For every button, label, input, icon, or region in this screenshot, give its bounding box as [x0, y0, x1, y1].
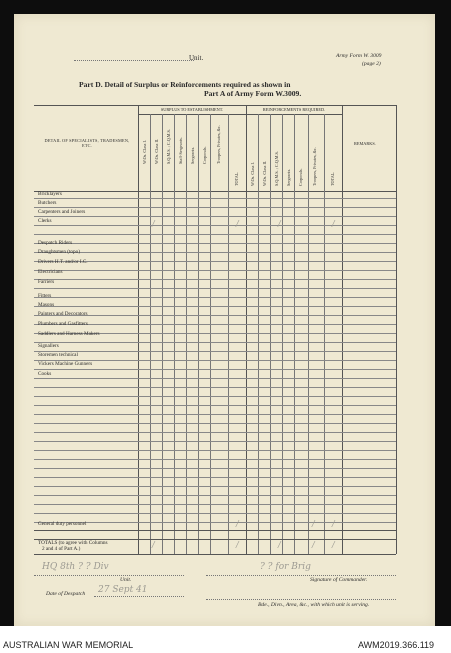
row-rule: [34, 351, 396, 352]
handwritten-mark: /: [236, 540, 239, 549]
col-divider: [396, 105, 397, 554]
row-label-signallers: Signallers: [38, 343, 59, 349]
row-rule: [34, 234, 396, 235]
form-title-line1: Part D. Detail of Surplus or Reinforcements required as shown in: [79, 80, 291, 89]
col-divider: [270, 114, 271, 554]
row-rule: [34, 225, 396, 226]
handwritten-mark: /: [312, 519, 315, 528]
reinforce-col-header: Troopers, Privates, &c.: [312, 147, 317, 186]
row-label-clerks: Clerks: [38, 218, 52, 224]
col-divider: [258, 114, 259, 554]
row-label-general-duty: General duty personnel: [38, 521, 87, 527]
surplus-total-header: TOTAL.: [234, 171, 239, 186]
row-rule: [34, 432, 396, 433]
row-rule: [34, 369, 396, 370]
row-rule: [34, 387, 396, 388]
row-label-farriers: Farriers: [38, 279, 55, 285]
surplus-group-rule: [138, 114, 246, 115]
row-rule: [34, 252, 396, 253]
unit-label: Unit.: [189, 54, 204, 62]
unit-dotted-line: [74, 60, 194, 61]
unit-signature-line: [34, 575, 184, 576]
handwritten-mark: /: [236, 519, 239, 528]
row-label-plumbers: Plumbers and Gasfitters: [38, 321, 88, 327]
reinforce-total-header: TOTAL.: [330, 171, 335, 186]
commander-signature-line: [206, 575, 396, 576]
reinforce-col-header: S.Q.M.S. ; C.Q.M.S.: [274, 151, 279, 186]
surplus-group-header: SURPLUS TO ESTABLISHMENT.: [160, 107, 224, 112]
row-rule: [34, 396, 396, 397]
surplus-col-header: W.Os. Class II.: [154, 138, 159, 164]
bde-field-label: Bde., Divn., Area, &c., with which unit is serving.: [258, 602, 370, 608]
row-rule: [34, 504, 396, 505]
row-rule: [34, 378, 396, 379]
row-rule: [34, 495, 396, 496]
handwritten-mark: /: [278, 540, 281, 549]
col-divider: [210, 114, 211, 554]
row-rule: [34, 423, 396, 424]
reinforce-col-header: W.Os. Class I.: [250, 162, 255, 186]
row-rule: [34, 522, 396, 523]
surplus-col-header: Troopers, Privates, &c.: [216, 125, 221, 164]
row-rule: [34, 513, 396, 514]
row-rule: [34, 530, 396, 531]
date-field-label: Date of Despatch: [46, 591, 86, 597]
row-rule: [34, 414, 396, 415]
unit-handwriting: HQ 8th ? ? Div: [42, 562, 109, 572]
row-rule: [34, 207, 396, 208]
reinforce-col-header: Corporals.: [298, 168, 303, 186]
date-handwriting: 27 Sept 41: [98, 585, 148, 595]
reinforce-col-header: Sergeants.: [286, 168, 291, 186]
bde-line: [206, 599, 396, 600]
row-label-drivers: Drivers H.T. and/or I.C.: [38, 259, 88, 265]
handwritten-mark: /: [332, 540, 335, 549]
remarks-header: REMARKS.: [354, 141, 376, 146]
row-label-electricians: Electricians: [38, 269, 63, 275]
col-divider: [186, 114, 187, 554]
row-label-saddlers: Saddlers and Harness Makers: [38, 331, 100, 337]
signature-field-label: Signature of Commander.: [310, 577, 368, 583]
col-divider: [174, 114, 175, 554]
handwritten-mark: /: [152, 540, 155, 549]
archive-caption-bar: [0, 626, 451, 653]
handwritten-mark: /: [236, 219, 239, 228]
row-rule: [34, 342, 396, 343]
surplus-col-header: W.Os. Class I.: [142, 140, 147, 164]
row-rule: [34, 477, 396, 478]
accession-number: AWM2019.366.119: [358, 640, 435, 650]
surplus-col-header: Staff-Sergeants.: [178, 137, 183, 164]
handwritten-mark: /: [312, 540, 315, 549]
reinforce-col-header: W.Os. Class II.: [262, 160, 267, 186]
handwritten-mark: /: [152, 219, 155, 228]
surplus-col-header: S.Q.M.S. ; C.Q.M.S.: [166, 129, 171, 164]
row-rule: [34, 468, 396, 469]
row-label-butchers: Butchers: [38, 200, 57, 206]
row-label-masons: Masons: [38, 302, 55, 308]
row-rule: [34, 261, 396, 262]
handwritten-mark: /: [332, 519, 335, 528]
institution-name: AUSTRALIAN WAR MEMORIAL: [3, 640, 134, 650]
row-rule: [34, 315, 396, 316]
row-rule: [34, 450, 396, 451]
row-rule: [34, 243, 396, 244]
row-rule: [34, 198, 396, 199]
row-rule: [34, 441, 396, 442]
col-divider: [282, 114, 283, 554]
row-label-storemen: Storemen technical: [38, 352, 78, 358]
row-rule: [34, 306, 396, 307]
row-rule: [34, 405, 396, 406]
row-rule: [34, 270, 396, 271]
page-reference: (page 2): [362, 61, 381, 67]
row-label-painters: Painters and Decorators: [38, 311, 88, 317]
row-rule: [34, 324, 396, 325]
form-reference: Army Form W. 3009: [336, 53, 382, 59]
col-divider: [308, 114, 309, 554]
form-page: [14, 14, 435, 626]
row-label-carpenters: Carpenters and Joiners: [38, 209, 86, 215]
handwritten-mark: /: [278, 219, 281, 228]
row-label-bricklayers: Bricklayers: [38, 191, 62, 197]
row-rule: [34, 486, 396, 487]
unit-field-label: Unit.: [120, 577, 132, 583]
col-divider: [162, 114, 163, 554]
row-label-fitters: Fitters: [38, 293, 52, 299]
col-divider: [150, 114, 151, 554]
table-bottom-border: [34, 554, 396, 555]
row-label-despatch-riders: Despatch Riders: [38, 240, 73, 246]
col-divider: [294, 114, 295, 554]
row-rule: [34, 297, 396, 298]
form-title-line2: Part A of Army Form W.3009.: [204, 89, 302, 98]
row-label-draughtsmen: Draughtsmen (topo): [38, 249, 80, 255]
row-label-vickers: Vickers Machine Gunners: [38, 361, 93, 367]
col-divider: [198, 114, 199, 554]
col-divider: [324, 114, 325, 554]
col-divider: [228, 114, 229, 554]
row-rule: [34, 459, 396, 460]
handwritten-mark: /: [332, 219, 335, 228]
surplus-col-header: Corporals.: [202, 146, 207, 164]
surplus-col-header: Sergeants.: [190, 146, 195, 164]
reinforcements-group-header: REINFORCEMENTS REQUIRED.: [262, 107, 326, 112]
date-line: [94, 596, 184, 597]
totals-label-line2: 2 and 4 of Part A.): [42, 546, 81, 552]
row-rule: [34, 279, 396, 280]
row-rule: [34, 216, 396, 217]
detail-column-header: DETAIL OF SPECIALISTS, TRADESMEN, ETC.: [44, 138, 130, 148]
row-rule: [34, 288, 396, 289]
totals-label-line1: TOTALS (to agree with Columns: [38, 540, 108, 546]
row-label-cooks: Cooks: [38, 371, 52, 377]
signature-handwriting: ? ? for Brig: [260, 562, 311, 572]
